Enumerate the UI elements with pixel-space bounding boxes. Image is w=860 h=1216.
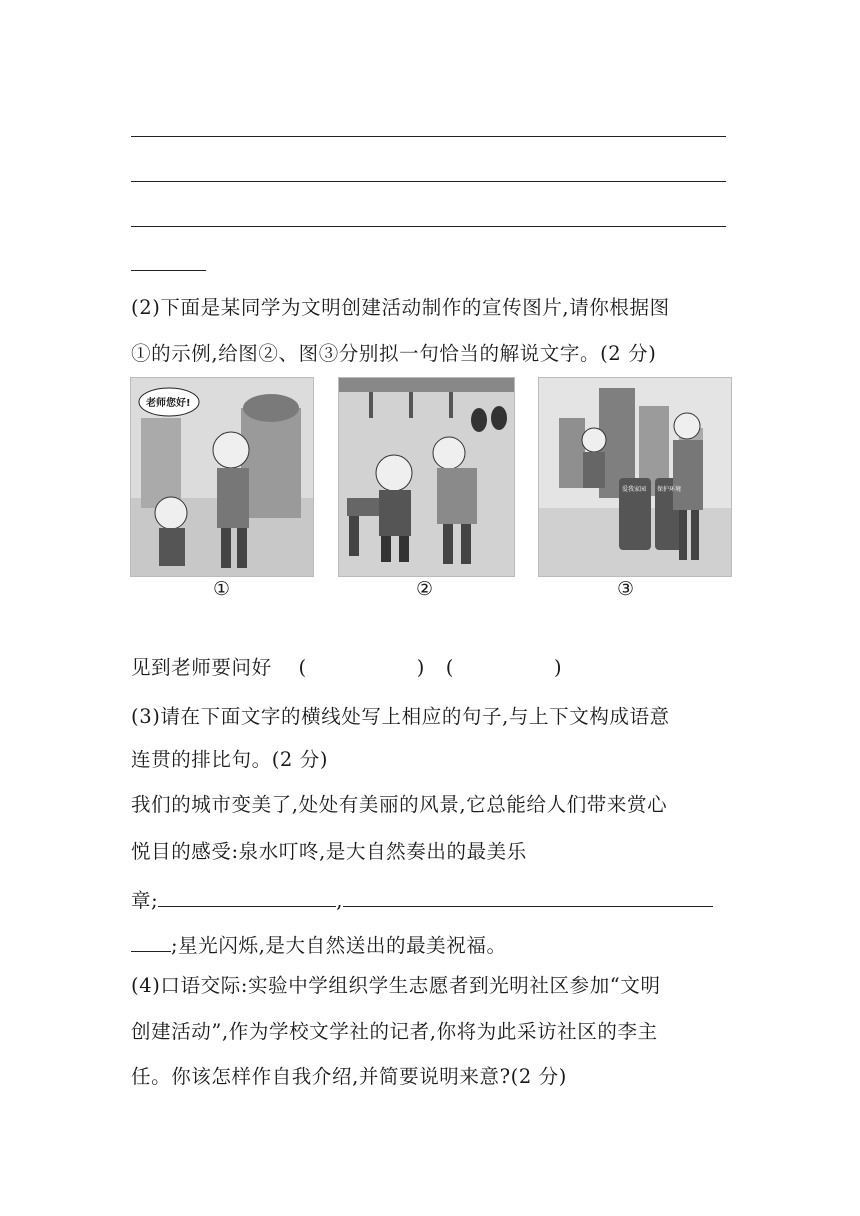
answer-line-1 — [131, 136, 726, 137]
bin-label-right: 保护环境 — [657, 486, 682, 493]
q4-prompt-line1: (4)口语交际:实验中学组织学生志愿者到光明社区参加“文明 — [131, 974, 661, 997]
fill-blank-2[interactable] — [343, 886, 713, 907]
q3-passage-line4: ;星光闪烁,是大自然送出的最美祝福。 — [131, 931, 507, 959]
cartoon-image-2 — [338, 377, 515, 577]
q3-passage-line1: 我们的城市变美了,处处有美丽的风景,它总能给人们带来赏心 — [131, 793, 668, 816]
bin-label-left: 爱我家园 — [622, 486, 647, 493]
answer-line-4 — [131, 270, 206, 271]
q2-answer-line — [131, 655, 562, 681]
example-answer: 见到老师要问好 — [131, 656, 272, 679]
answer-line-2 — [131, 181, 726, 182]
speech-bubble-text: 老师您好! — [146, 398, 191, 409]
blank-image-3[interactable]: ( ) — [445, 656, 563, 679]
blank-image-2[interactable]: ( ) — [298, 656, 425, 679]
q3-passage-line3: 章; , — [131, 886, 713, 914]
q3-prompt-line2: 连贯的排比句。(2 分) — [131, 748, 329, 771]
image-label-3: ③ — [617, 578, 635, 600]
q4-prompt-line2: 创建活动”,作为学校文学社的记者,你将为此采访社区的李主 — [131, 1020, 658, 1043]
image-label-1: ① — [213, 578, 231, 600]
q3-prompt-line1: (3)请在下面文字的横线处写上相应的句子,与上下文构成语意 — [131, 705, 670, 728]
image-label-2: ② — [416, 578, 434, 600]
q3-passage-line2: 悦目的感受:泉水叮咚,是大自然奏出的最美乐 — [131, 840, 527, 863]
q4-prompt-line3: 任。你该怎样作自我介绍,并简要说明来意?(2 分) — [131, 1065, 567, 1088]
q2-prompt-line2: ①的示例,给图②、图③分别拟一句恰当的解说文字。(2 分) — [131, 342, 657, 365]
answer-line-3 — [131, 226, 726, 227]
fill-blank-2-cont[interactable] — [131, 931, 171, 952]
fill-blank-1[interactable] — [158, 886, 336, 907]
cartoon-image-3 — [538, 377, 732, 577]
q2-prompt-line1: (2)下面是某同学为文明创建活动制作的宣传图片,请你根据图 — [131, 296, 670, 319]
